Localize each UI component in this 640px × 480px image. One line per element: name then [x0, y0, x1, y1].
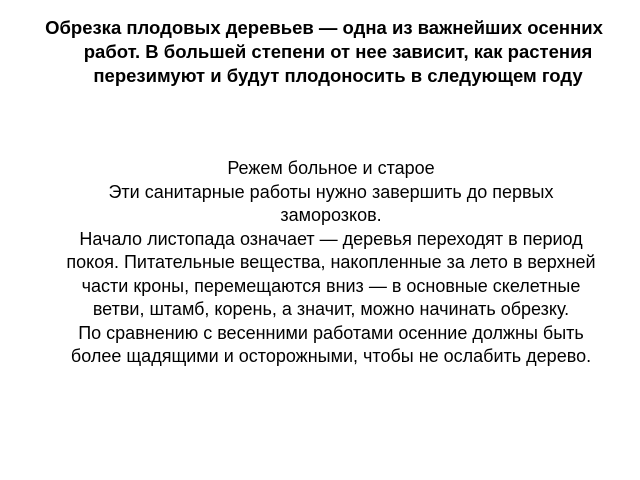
body-paragraph: Эти санитарные работы нужно завершить до первых заморозков. — [108, 181, 554, 225]
section-subtitle: Режем больное и старое — [227, 158, 435, 178]
body-paragraph: По сравнению с весенними работами осенние должны быть более щадящими и осторожными, чтобы не ослабить дерево. — [70, 322, 592, 366]
slide-body — [58, 157, 604, 369]
slide-heading: Обрезка плодовых деревьев — одна из важнейших осенних работ. В большей степени от нее зависит, как растения перезимуют и будут плодоносить в следующем году — [45, 17, 603, 86]
body-paragraph: Начало листопада означает — деревья переходят в период покоя. Питательные вещества, накопленные за лето в верхней части кроны, перемещаются вниз — в основные скелетные ветви, штамб, корень, а значит, можно начинать обрезку. — [66, 228, 596, 319]
